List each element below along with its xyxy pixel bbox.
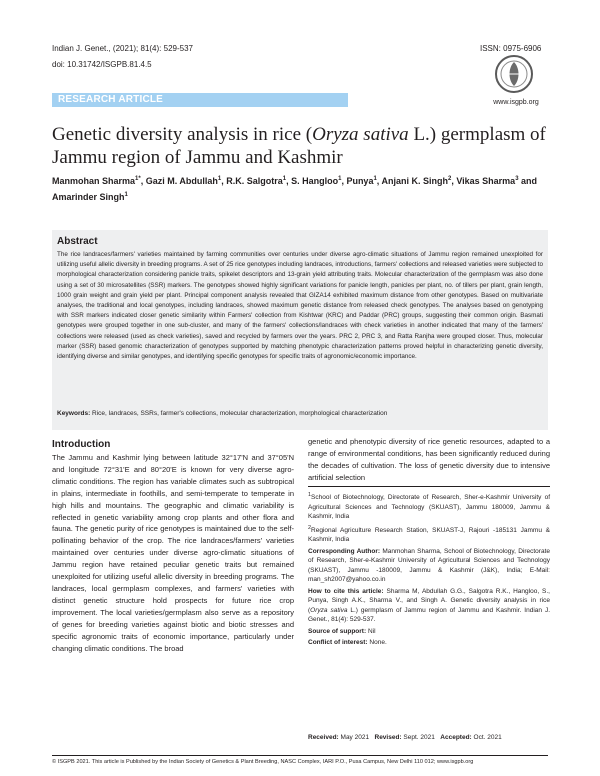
- issn: ISSN: 0975-6906: [480, 44, 542, 53]
- citation: How to cite this article: Sharma M, Abdullah G.G., Salgotra R.K., Hangloo, S., Punya, Singh A.K., Sharma V., and Singh A. Genetic diversity analysis in rice (Oryza sativa L.) germplasm of Jammu region of Jammu and Kashmir. Indian J. Genet., 81(4): 529-537.: [308, 587, 550, 624]
- abstract-heading: Abstract: [57, 236, 98, 247]
- introduction-text: The Jammu and Kashmir lying between latitude 32°17'N and 37°05'N and longitude 72°31'E and 80°20'E is known for very diverse agro-climatic conditions. The region has variable climates such as subtropical in plains, intermediate in foothills, and semi-temperate to temperate in high hills and mountains. The geographic and climatic variability is reflected in genetic variability among crop plants and other flora and fauna. The genetic purity of rice genotypes is maintained due to the self-pollinating behavior of the crop. The rice landraces/farmers' varieties maintained over centuries under diverse agro-climatic situations of Jammu region have retained peculiar genetic traits but remained unexploited for utilizing useful allelic diversity in breeding programs. The landraces, local germplasm complexes, and farmers' varieties with distinct genetic structure hold prospects for future rice crop improvement. The local varieties/germplasm also serve as a repository of genes for breeding varieties against biotic and biotic stresses and specific agronomic traits of economic importance, particularly under changing climatic conditions. The broad: [52, 453, 294, 653]
- journal-website[interactable]: www.isgpb.org: [493, 99, 539, 106]
- footnote-divider: [308, 486, 550, 487]
- article-title: Genetic diversity analysis in rice (Oryza sativa L.) germplasm of Jammu region of Jammu and Kashmir: [52, 124, 546, 168]
- affiliation-2: $^2$Regional Agriculture Research Station, SKUAST-J, Rajouri -185131 Jammu & Kashmir, India: [308, 524, 550, 544]
- affiliations-block: [308, 491, 550, 650]
- abstract-text: The rice landraces/farmers' varieties maintained by farming communities over centuries under diverse agro-climatic situations of Jammu region remained unexploited for utilizing useful allelic diversity in breeding programs. A set of 25 rice genotypes including landraces, introductions, farmers' collections and released varieties were subjected to morphological characterization considering panicle traits, spikelet descriptors and 13-grain yield attributing traits. Molecular characterization of the germplasm was also done using a set of 30 microsatellites (SSR) markers. The genotypes showed highly significant variations for panicle length, panicles per plant, no. of tillers per plant, grain length, 1000 grain weight and grain yield per plant. Principal component analysis revealed that GIZA14 exhibited maximum distance from other genotypes. Based on multivariate analyses, the traditional and local genotypes, including landraces, showed maximum genetic distance from released check genotypes. The analyses based on genotyping with SSR markers indicated closer genetic similarity within Farmers' collection from Kishtwar (KRC) and Paddar (PRC) groups, suggesting their common origin. Basmati genotypes were grouped together in one sub-cluster, and many of the farmers' collections/landraces with check varieties in another indicated that many of the farmers' collections were released (used as check varieties), saved and recycled by farmers over the years. PRC 2, PRC 3, and Ratta Ranjha were grouped closer. Thus, molecular marker (SSR) based genomic characterization of genotypes supported by matching phenotypic characterization patterns proved helpful in characterizing genetic diversity, identifying diverse and similar genotypes, and identifying specific genotypes for specific traits of agronomic/economic importance.: [57, 251, 543, 361]
- introduction-heading: Introduction: [52, 439, 111, 450]
- author-list: Manmohan Sharma$^{1*}$, Gazi M. Abdullah$^1$, R.K. Salgotra$^1$, S. Hangloo$^1$, Punya$^1$, Anjani K. Singh$^2$, Vikas Sharma$^3$ and Amarinder Singh$^1$: [52, 176, 538, 202]
- article-dates: Received: May 2021 Revised: Sept. 2021 Accepted: Oct. 2021: [308, 734, 502, 741]
- source-of-support: Source of support: Nil: [308, 627, 376, 635]
- introduction-continued: genetic and phenotypic diversity of rice genetic resources, adapted to a range of environmental conditions, has been significantly reduced during the decades of cultivation. The loss of genetic diversity due to intensive artificial selection: [308, 437, 550, 482]
- corresponding-author: Corresponding Author: Manmohan Sharma, School of Biotechnology, Directorate of Research, Sher-e-Kashmir University of Agricultural Sciences and Technology (SKUAST), Jammu -180009, Jammu & Kashmir (J&K), India; E-Mail: man_sh2007@yahoo.co.in: [308, 547, 550, 584]
- keywords: Keywords: Rice, landraces, SSRs, farmer's collections, molecular characterization, morphological characterization: [57, 410, 388, 417]
- copyright-footer: © ISGPB 2021. This article is Published by the Indian Society of Genetics & Plant Breeding, NASC Complex, IARI P.O., Pusa Campus, New Delhi 110 012; www.isgpb.org: [52, 759, 474, 765]
- affiliation-1: $^1$School of Biotechnology, Directorate of Research, Sher-e-Kashmir University of Agricultural Sciences and Technology (SKUAST), Jammu 180009, Jammu & Kashmir, India: [308, 492, 550, 521]
- doi: doi: 10.31742/ISGPB.81.4.5: [52, 60, 152, 69]
- isgpb-logo: [484, 54, 544, 94]
- conflict-of-interest: Conflict of interest: None.: [308, 639, 387, 647]
- section-banner: [52, 93, 348, 107]
- section-label: RESEARCH ARTICLE: [58, 94, 164, 105]
- footer-divider: [52, 755, 548, 756]
- journal-reference: Indian J. Genet., (2021); 81(4): 529-537: [52, 44, 193, 53]
